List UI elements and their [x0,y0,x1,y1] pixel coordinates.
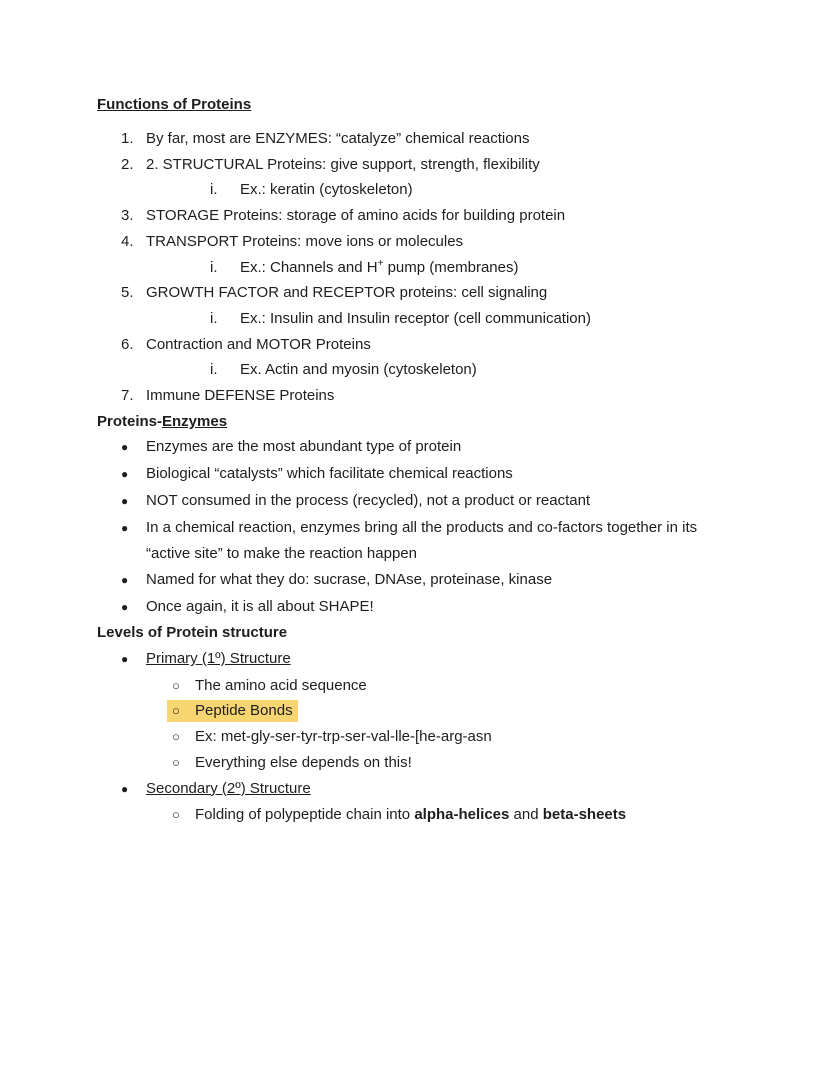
text-run: Primary (1º) Structure [146,650,291,668]
list-item [0,383,828,409]
list-item [0,488,828,515]
list-item [0,594,828,621]
text-run: Proteins- [97,412,163,430]
text-run: “active site” to make the reaction happen [146,545,417,563]
list-marker: ● [121,599,129,614]
list-marker: ● [121,467,129,482]
list-item [0,567,828,594]
section-heading [0,92,828,118]
list-item [0,461,828,488]
list-item [0,357,828,383]
list-item [0,306,828,332]
text-run: Levels of Protein structure [97,624,288,642]
list-marker: ● [121,520,129,535]
text-run: In a chemical reaction, enzymes bring all the products and co-factors together in its [146,518,698,536]
text-run: and [509,806,543,824]
list-item [0,332,828,358]
list-item [0,177,828,203]
list-marker: ● [121,572,129,587]
list-marker: ● [121,652,129,667]
list-item [0,434,828,461]
text-run: Peptide Bonds [195,702,293,720]
list-marker: i. [210,361,218,379]
text-run: Named for what they do: sucrase, DNAse, proteinase, kinase [146,570,553,588]
list-item [0,203,828,229]
list-marker: ● [121,440,129,455]
text-run: NOT consumed in the process (recycled), not a product or reactant [146,491,591,509]
text-run: Once again, it is all about SHAPE! [146,597,374,615]
text-highlight [167,700,298,722]
list-marker: i. [210,258,218,276]
list-marker: 2. [121,155,134,173]
text-run: The amino acid sequence [195,676,367,694]
text-run: By far, most are ENZYMES: “catalyze” chemical reactions [146,130,530,147]
text-run: Enzymes are the most abundant type of protein [146,438,462,456]
list-marker: ○ [172,677,180,693]
text-run: STORAGE Proteins: storage of amino acids for building protein [146,207,566,225]
text-run: Enzymes [162,412,228,430]
text-run: Everything else depends on this! [195,753,412,771]
text-run: Ex.: Insulin and Insulin receptor (cell communication) [240,309,591,327]
list-marker: ○ [172,754,180,770]
section-heading [0,409,828,435]
list-item [0,255,828,281]
list-marker: ● [121,493,129,508]
text-run: Ex: met-gly-ser-tyr-trp-ser-val-lle-[he-arg-asn [195,728,492,746]
list-marker: ○ [172,703,180,719]
text-run: alpha-helices [414,806,510,824]
list-item [0,126,828,152]
text-run: Ex. Actin and myosin (cytoskeleton) [240,361,477,379]
list-marker: ○ [172,729,180,745]
list-marker: 1. [121,130,134,147]
list-marker: ● [121,781,129,796]
text-run: Contraction and MOTOR Proteins [146,335,371,353]
list-marker: i. [210,181,218,199]
list-item [0,515,828,567]
text-run: Functions of Proteins [97,96,252,113]
list-item [0,750,828,776]
list-marker: 5. [121,284,134,302]
list-item [0,698,828,724]
list-marker: 6. [121,335,134,353]
text-run: GROWTH FACTOR and RECEPTOR proteins: cell signaling [146,284,548,302]
section-heading [0,620,828,646]
list-item [0,776,828,803]
text-run: pump (membranes) [383,258,519,276]
text-run: 2. STRUCTURAL Proteins: give support, strength, flexibility [146,155,540,173]
list-item [0,229,828,255]
text-run: Ex.: Channels and H [240,258,378,276]
list-item [0,152,828,178]
text-run: + [377,257,384,269]
list-item [0,724,828,750]
list-item [0,646,828,673]
text-run: Ex.: keratin (cytoskeleton) [240,181,413,199]
text-run: beta-sheets [542,806,627,824]
text-run: Folding of polypeptide chain into [195,806,415,824]
list-marker: 3. [121,207,134,225]
list-marker: 4. [121,232,134,250]
list-marker: ○ [172,807,180,823]
text-run: Immune DEFENSE Proteins [146,387,335,405]
text-run: Biological “catalysts” which facilitate chemical reactions [146,465,513,483]
list-marker: 7. [121,387,134,405]
list-marker: i. [210,309,218,327]
text-run: TRANSPORT Proteins: move ions or molecules [146,232,464,250]
list-item [0,673,828,699]
list-item [0,280,828,306]
list-item [0,802,828,828]
text-run: Secondary (2º) Structure [146,779,311,797]
